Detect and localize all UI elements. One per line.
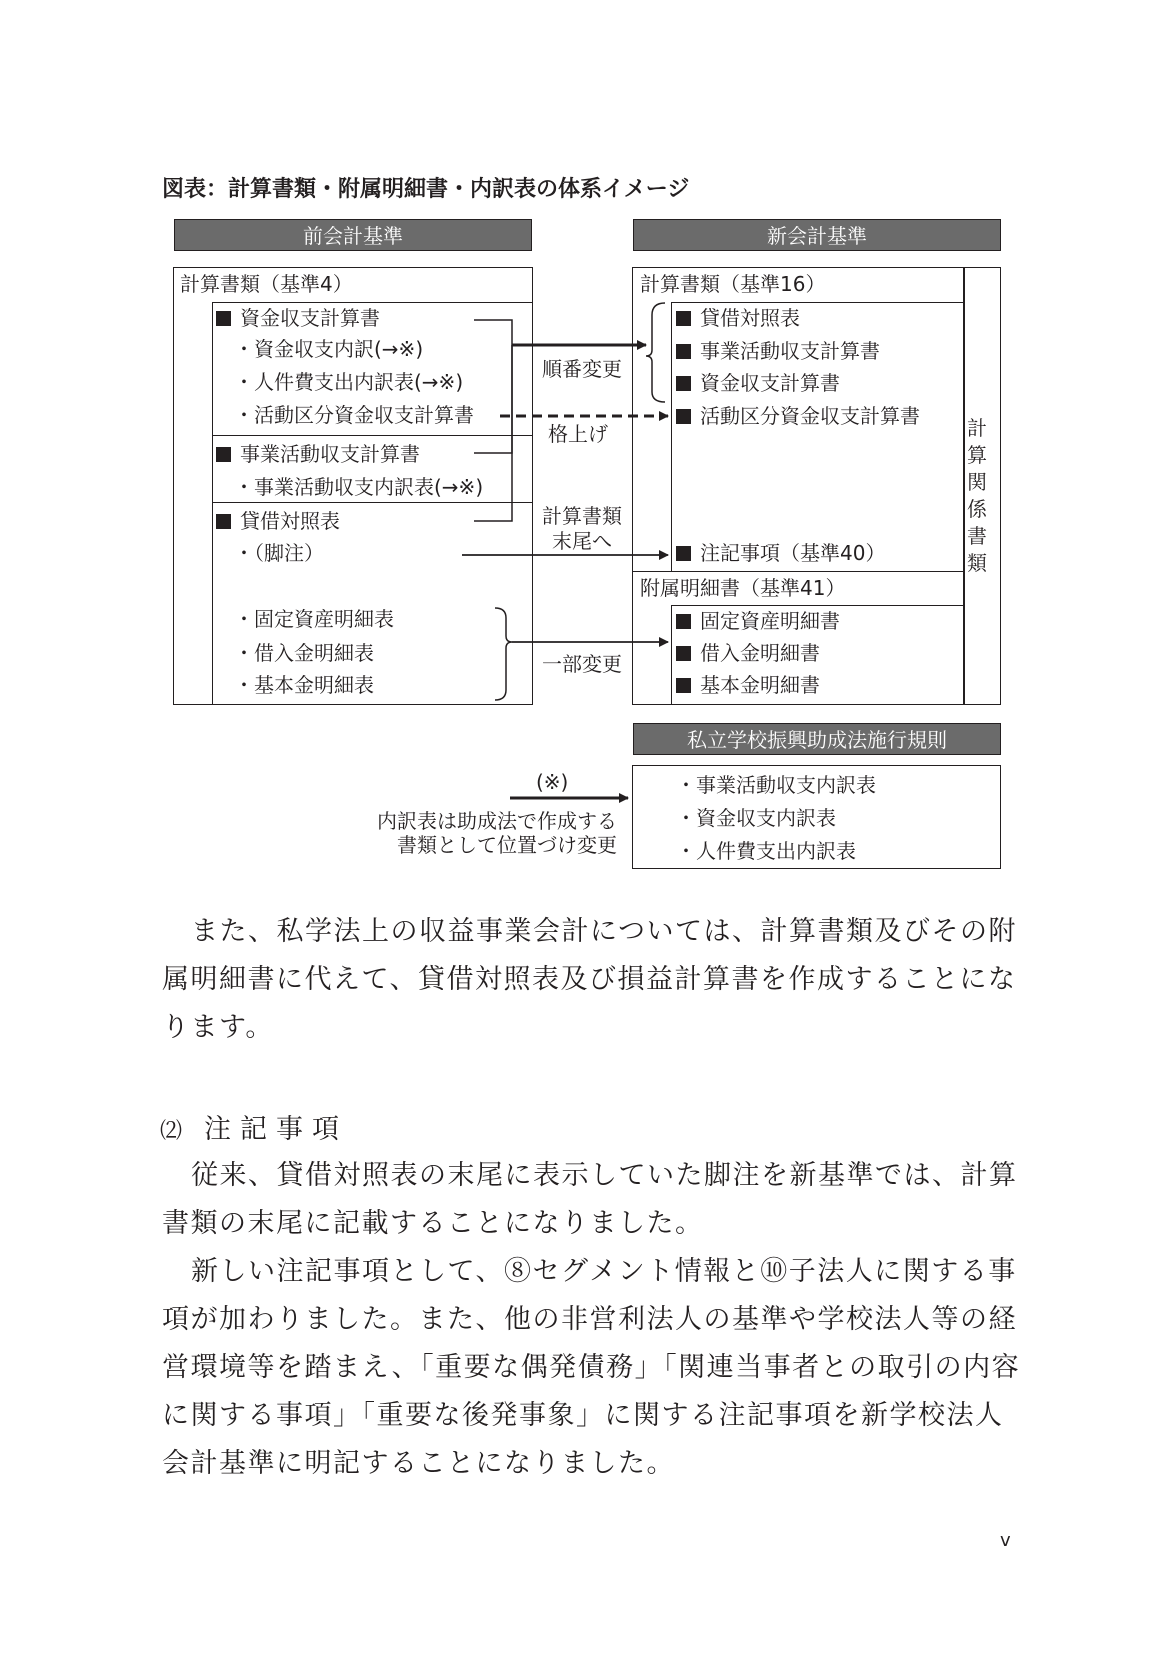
- new-item-3: 資金収支計算書: [676, 371, 840, 395]
- section-heading: [160, 1107, 348, 1146]
- connector-cashflow: [474, 320, 512, 345]
- page-number: v: [1000, 1530, 1011, 1551]
- label-partial-change: 一部変更: [542, 652, 622, 676]
- new-item-4: 活動区分資金収支計算書: [676, 404, 920, 428]
- side-label: 計 算 関 係 書 類: [967, 416, 987, 575]
- subsidy-arrow-mark: (※): [536, 770, 569, 794]
- subsidy-note-2: 書類として位置づけ変更: [397, 833, 617, 857]
- paragraph-1: また、私学法上の収益事業会計については、計算書類及びその附属明細書に代えて、貸借対照表及び損益計算書を作成することになります。: [162, 916, 1017, 1043]
- subsidy-item-2: ・資金収支内訳表: [676, 806, 836, 830]
- section-number: ⑵: [160, 1119, 183, 1144]
- brace-new-items: [646, 303, 665, 402]
- new-note: 注記事項（基準40）: [676, 541, 885, 565]
- subsidy-note-1: 内訳表は助成法で作成する: [377, 809, 617, 833]
- label-to-end-2: 末尾へ: [552, 529, 612, 553]
- old-cashflow-item-2: ・人件費支出内訳表(→※): [234, 370, 464, 394]
- label-upgrade: 格上げ: [548, 422, 608, 446]
- old-cashflow-item-3: ・活動区分資金収支計算書: [234, 403, 474, 427]
- brace-schedules: [495, 608, 512, 700]
- connector-activity: [474, 345, 512, 453]
- old-cashflow-heading: 資金収支計算書: [216, 306, 380, 330]
- subsidy-item-3: ・人件費支出内訳表: [676, 839, 856, 863]
- new-item-2: 事業活動収支計算書: [676, 339, 880, 363]
- old-cashflow-item-1: ・資金収支内訳(→※): [234, 337, 424, 361]
- new-annex-label: 附属明細書（基準41）: [640, 576, 846, 600]
- old-balance-footnote: ・（脚注）: [234, 541, 324, 565]
- new-standard-header: 新会計基準: [633, 219, 1001, 251]
- subsidy-item-1: ・事業活動収支内訳表: [676, 773, 876, 797]
- old-activity-heading: 事業活動収支計算書: [216, 442, 420, 466]
- old-balance-heading: 貸借対照表: [216, 509, 340, 533]
- new-annex-item-3: 基本金明細書: [676, 673, 820, 697]
- new-item-1: 貸借対照表: [676, 306, 800, 330]
- old-schedule-item-1: ・固定資産明細表: [234, 607, 394, 631]
- subsidy-header: 私立学校振興助成法施行規則: [633, 723, 1001, 755]
- label-to-end-1: 計算書類: [542, 504, 622, 528]
- label-order-change: 順番変更: [542, 357, 622, 381]
- section-title: 注記事項: [204, 1114, 349, 1145]
- new-annex-item-2: 借入金明細書: [676, 641, 820, 665]
- paragraph-3: 新しい注記事項として、⑧セグメント情報と⑩子法人に関する事項が加わりました。また、他の非営利法人の基準や学校法人等の経営環境等を踏まえ、「重要な偶発債務」「関連当事者との取引の内容に関する事項」「重要な後発事象」に関する注記事項を新学校法人会計基準に明記することになりました。: [162, 1256, 1021, 1479]
- old-schedule-item-2: ・借入金明細表: [234, 641, 374, 665]
- connector-balance: [474, 345, 512, 521]
- paragraph-2: 従来、貸借対照表の末尾に表示していた脚注を新基準では、計算書類の末尾に記載することになりました。: [162, 1160, 1018, 1239]
- figure-title: 図表：計算書類・附属明細書・内訳表の体系イメージ: [162, 177, 690, 202]
- old-schedule-item-3: ・基本金明細表: [234, 673, 374, 697]
- old-activity-item-1: ・事業活動収支内訳表(→※): [234, 475, 484, 499]
- new-annex-item-1: 固定資産明細書: [676, 609, 840, 633]
- old-group-label: 計算書類（基準4）: [180, 272, 353, 296]
- new-group-label: 計算書類（基準16）: [640, 272, 826, 296]
- old-standard-header: 前会計基準: [174, 219, 532, 251]
